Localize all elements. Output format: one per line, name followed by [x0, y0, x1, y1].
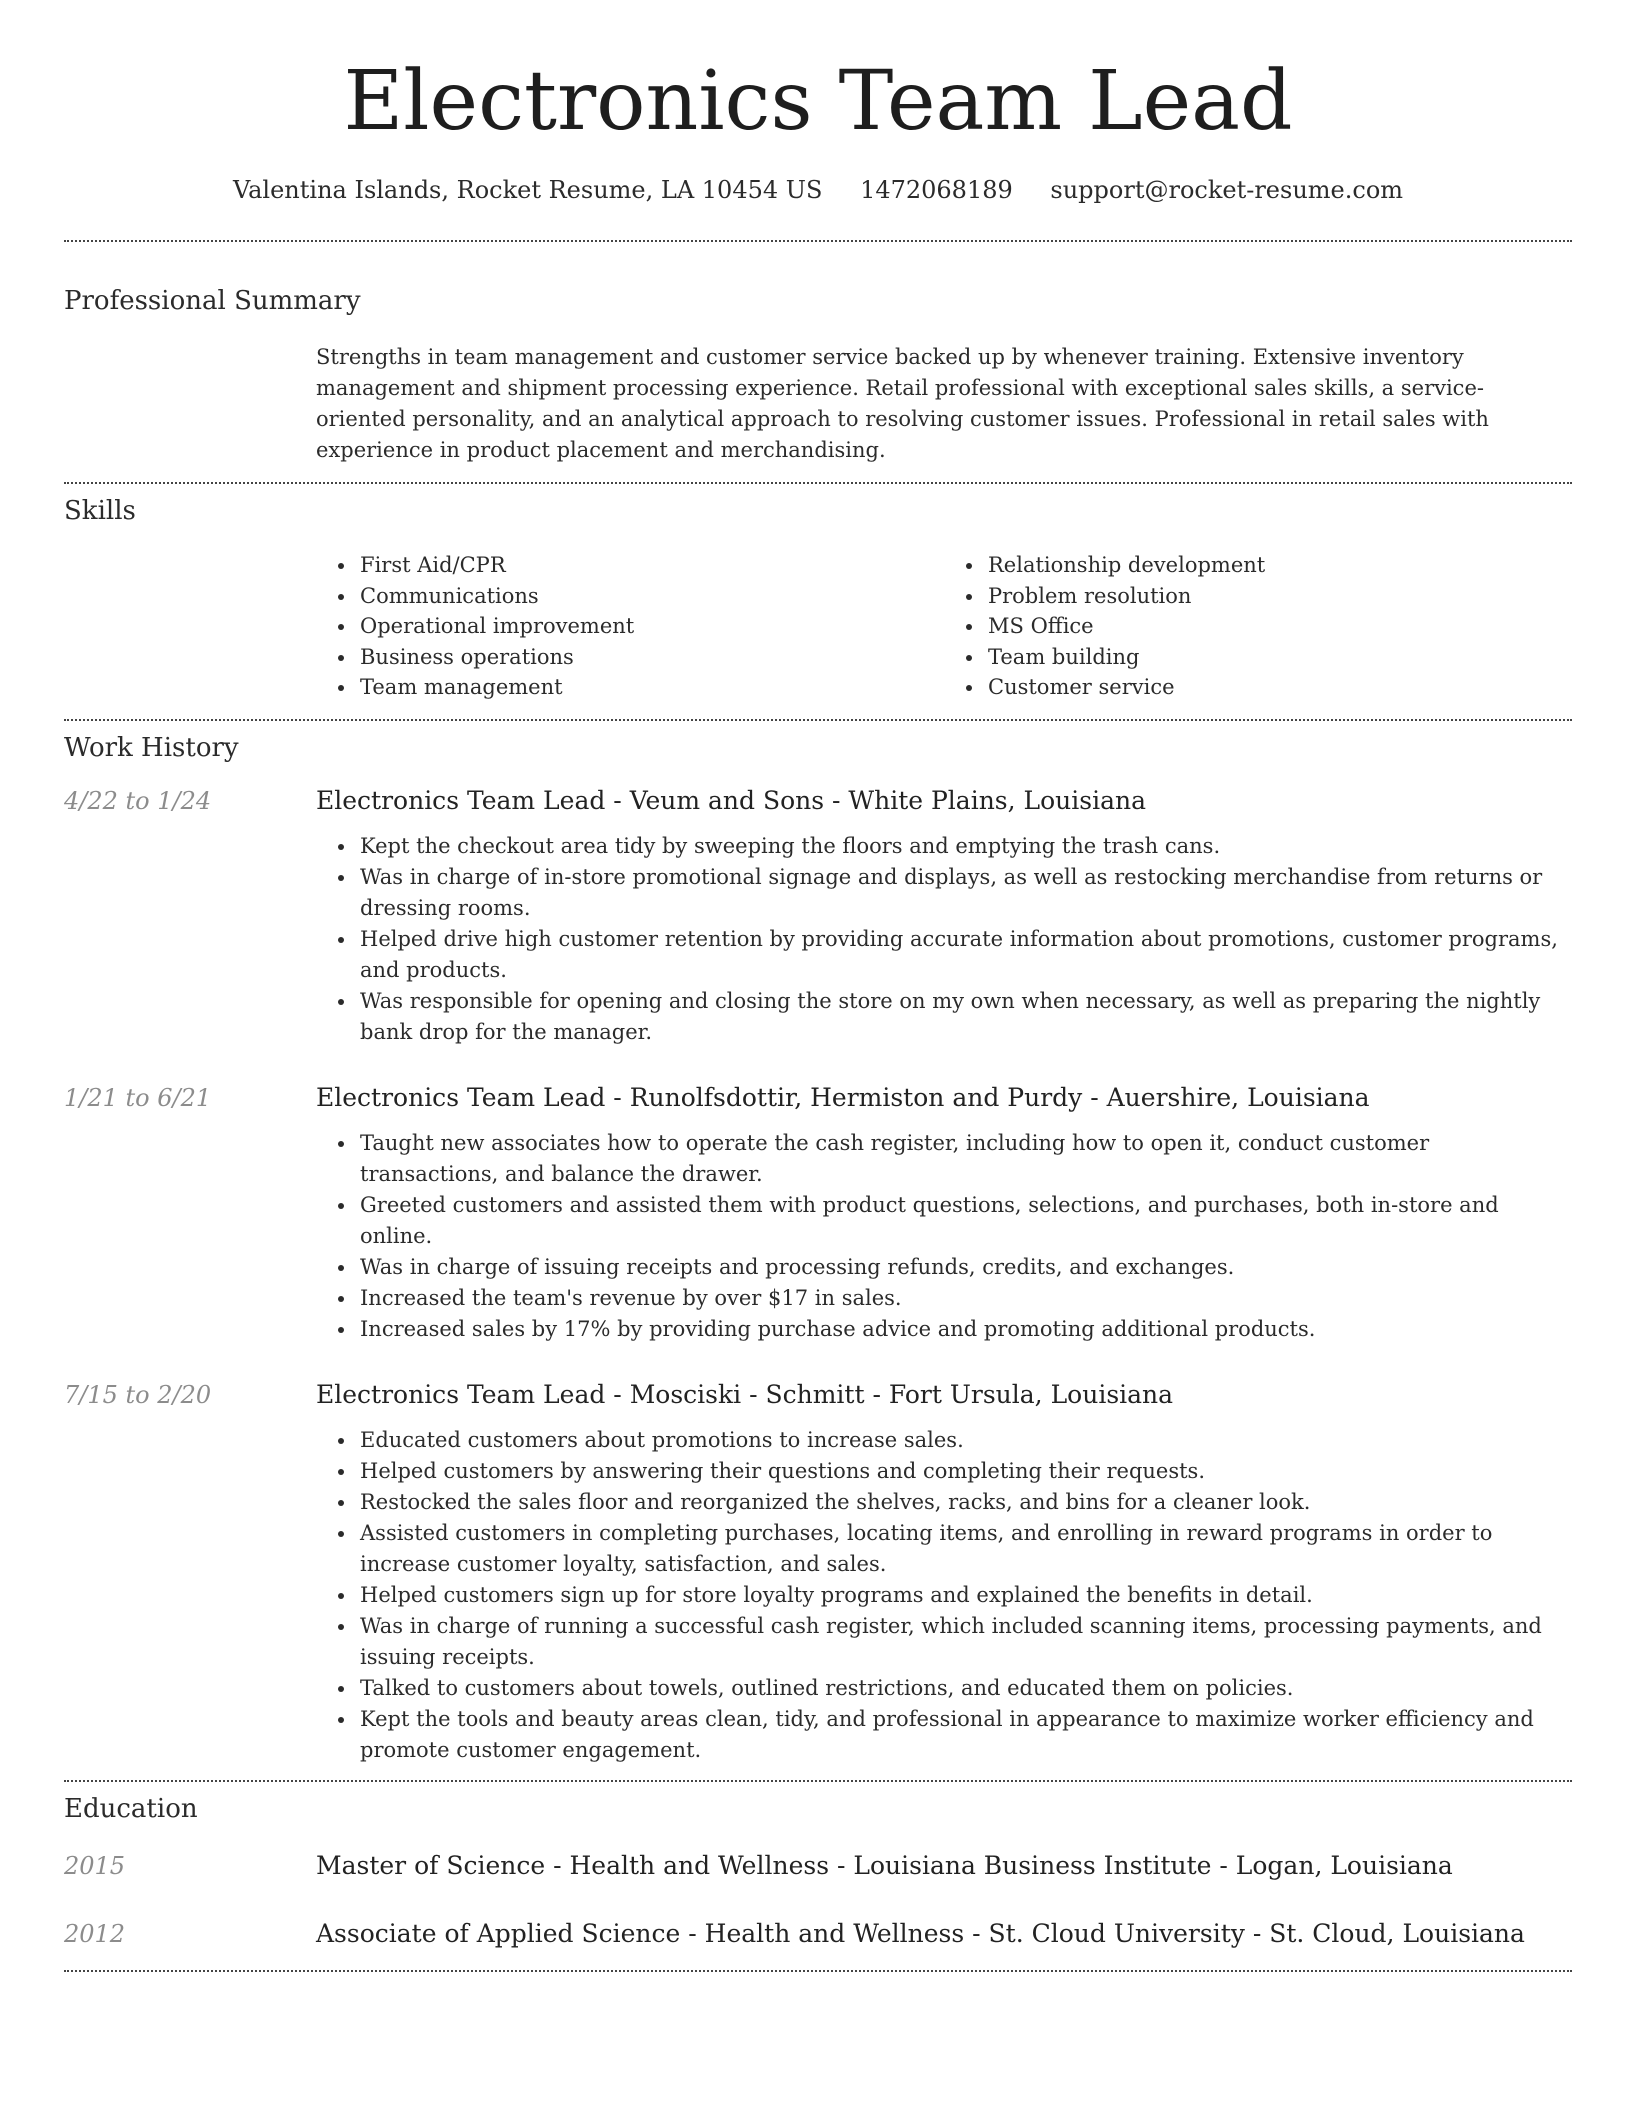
job-bullet: Was in charge of running a successful cash register, which included scanning items, processing payments, and issuing receipts. — [360, 1611, 1572, 1673]
education-year: 2015 — [64, 1851, 126, 1880]
skill-item: Customer service — [988, 672, 1572, 703]
education-year: 2012 — [64, 1919, 126, 1948]
job-bullet: Restocked the sales floor and reorganized the shelves, racks, and bins for a cleaner look. — [360, 1487, 1572, 1518]
job-bullet: Kept the tools and beauty areas clean, tidy, and professional in appearance to maximize worker efficiency and promote customer engagement. — [360, 1704, 1572, 1766]
job-dates: 4/22 to 1/24 — [64, 786, 212, 815]
job-bullet: Educated customers about promotions to increase sales. — [360, 1425, 1572, 1456]
skills-grid — [316, 550, 1572, 703]
skill-item: Problem resolution — [988, 581, 1572, 612]
skill-item: Operational improvement — [360, 611, 944, 642]
skills-heading: Skills — [64, 496, 136, 526]
section-divider — [64, 482, 1572, 484]
job-bullets — [316, 1425, 1572, 1766]
job-entry — [64, 1082, 1572, 1345]
summary-heading: Professional Summary — [64, 286, 361, 316]
skill-item: Communications — [360, 581, 944, 612]
job-bullet: Talked to customers about towels, outlined restrictions, and educated them on policies. — [360, 1673, 1572, 1704]
section-divider — [64, 240, 1572, 242]
job-bullet: Was responsible for opening and closing the store on my own when necessary, as well as preparing the nightly bank drop for the manager. — [360, 986, 1572, 1048]
skill-item: Team building — [988, 642, 1572, 673]
job-bullet: Assisted customers in completing purchases, locating items, and enrolling in reward programs in order to increase customer loyalty, satisfaction, and sales. — [360, 1518, 1572, 1580]
section-divider — [64, 719, 1572, 721]
skills-list-right — [944, 550, 1572, 703]
job-title: Electronics Team Lead - Runolfsdottir, Hermiston and Purdy - Auershire, Louisiana — [316, 1082, 1370, 1112]
education-heading: Education — [64, 1793, 198, 1824]
summary-text: Strengths in team management and customer service backed up by whenever training. Extensive inventory management and shipment processing experience. Retail professional with exceptional sales skills, a service-oriented personality, and an analytical approach to resolving customer issues. Professional in retail sales with experience in product placement and merchandising. — [316, 345, 1489, 462]
skill-item: First Aid/CPR — [360, 550, 944, 581]
resume-page — [64, 0, 1572, 1972]
job-bullet: Greeted customers and assisted them with product questions, selections, and purchases, both in-store and online. — [360, 1190, 1572, 1252]
job-bullet: Increased sales by 17% by providing purchase advice and promoting additional products. — [360, 1314, 1572, 1345]
job-title: Electronics Team Lead - Veum and Sons - White Plains, Louisiana — [316, 785, 1147, 815]
contact-address: Valentina Islands, Rocket Resume, LA 10454 US — [232, 176, 823, 204]
job-bullet: Increased the team's revenue by over $17 in sales. — [360, 1283, 1572, 1314]
job-entry — [64, 785, 1572, 1048]
job-bullet: Kept the checkout area tidy by sweeping the floors and emptying the trash cans. — [360, 831, 1572, 862]
job-bullets — [316, 1128, 1572, 1345]
education-degree: Master of Science - Health and Wellness - Louisiana Business Institute - Logan, Louisiana — [316, 1850, 1453, 1880]
job-bullet: Was in charge of issuing receipts and processing refunds, credits, and exchanges. — [360, 1252, 1572, 1283]
skills-list-left — [316, 550, 944, 703]
resume-title: Electronics Team Lead — [343, 54, 1293, 149]
job-dates: 7/15 to 2/20 — [64, 1380, 212, 1409]
skill-item: MS Office — [988, 611, 1572, 642]
job-bullet: Helped customers sign up for store loyalty programs and explained the benefits in detail. — [360, 1580, 1572, 1611]
job-bullet: Helped customers by answering their questions and completing their requests. — [360, 1456, 1572, 1487]
education-degree: Associate of Applied Science - Health and Wellness - St. Cloud University - St. Cloud, Louisiana — [316, 1918, 1525, 1948]
job-bullet: Taught new associates how to operate the cash register, including how to open it, conduct customer transactions, and balance the drawer. — [360, 1128, 1572, 1190]
job-bullets — [316, 831, 1572, 1048]
contact-line — [64, 174, 1572, 206]
job-bullet: Was in charge of in-store promotional signage and displays, as well as restocking merchandise from returns or dressing rooms. — [360, 862, 1572, 924]
skill-item: Team management — [360, 672, 944, 703]
contact-email: support@rocket-resume.com — [1050, 176, 1404, 204]
contact-phone: 1472068189 — [860, 176, 1013, 204]
section-divider — [64, 1780, 1572, 1782]
section-divider — [64, 1970, 1572, 1972]
job-dates: 1/21 to 6/21 — [64, 1083, 212, 1112]
education-entry — [64, 1918, 1572, 1950]
skill-item: Relationship development — [988, 550, 1572, 581]
job-entry — [64, 1379, 1572, 1766]
education-entry — [64, 1850, 1572, 1882]
job-bullet: Helped drive high customer retention by providing accurate information about promotions, customer programs, and products. — [360, 924, 1572, 986]
job-title: Electronics Team Lead - Mosciski - Schmitt - Fort Ursula, Louisiana — [316, 1379, 1174, 1409]
work-heading: Work History — [64, 732, 239, 763]
skill-item: Business operations — [360, 642, 944, 673]
